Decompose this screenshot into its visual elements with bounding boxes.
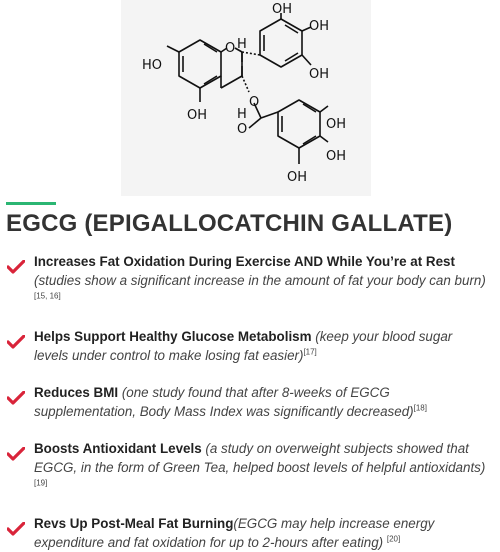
molecule-label: OH xyxy=(187,108,208,123)
molecule-label: H xyxy=(237,37,247,52)
molecule-label: OH xyxy=(309,19,330,34)
benefit-note: (a study on overweight subjects showed that EGCG, in the form of Green Tea, helped boost levels of helpful antioxidants) xyxy=(34,441,486,475)
checkmark-icon xyxy=(7,447,25,461)
checkmark-icon xyxy=(7,391,25,405)
molecule-label: OH xyxy=(326,149,347,164)
checkmark-icon xyxy=(7,335,25,349)
benefit-title: Revs Up Post-Meal Fat Burning xyxy=(34,516,234,531)
benefit-title: Increases Fat Oxidation During Exercise AND While You’re at Rest xyxy=(34,254,455,269)
benefit-item xyxy=(0,514,500,552)
molecule-svg xyxy=(121,0,371,196)
molecule-label: H xyxy=(237,107,247,122)
molecule-label: OH xyxy=(309,67,330,82)
checkmark-icon xyxy=(7,522,25,536)
citation[interactable]: [20] xyxy=(386,534,401,544)
benefit-note: (keep your blood sugar levels under control to make losing fat easier) xyxy=(34,329,453,363)
accent-divider xyxy=(6,202,56,205)
molecule-label: OH xyxy=(326,117,347,132)
benefit-note: (EGCG may help increase energy expenditure and fat oxidation for up to 2-hours after eating) xyxy=(34,516,435,550)
benefit-title: Boosts Antioxidant Levels xyxy=(34,441,206,456)
page-title: EGCG (EPIGALLOCATCHIN GALLATE) xyxy=(6,210,453,237)
benefit-item xyxy=(0,439,500,496)
benefit-title: Helps Support Healthy Glucose Metabolism xyxy=(34,329,316,344)
checkmark-icon xyxy=(7,260,25,274)
benefits-list xyxy=(0,252,500,552)
benefit-note: (studies show a significant increase in the amount of fat your body can burn) xyxy=(34,273,486,288)
citation[interactable]: [19] xyxy=(34,478,48,488)
molecule-label: O xyxy=(225,41,236,56)
citation[interactable]: [17] xyxy=(303,347,317,357)
citation[interactable]: [18] xyxy=(413,403,427,413)
molecule-label: HO xyxy=(142,58,163,73)
benefit-item xyxy=(0,383,500,421)
molecule-label: OH xyxy=(272,2,293,17)
egcg-structure-diagram xyxy=(121,0,371,196)
benefit-item xyxy=(0,327,500,365)
molecule-label: O xyxy=(249,95,260,110)
benefit-item xyxy=(0,252,500,309)
benefit-note: (one study found that after 8-weeks of EGCG supplementation, Body Mass Index was significantly decreased) xyxy=(34,385,414,419)
molecule-label: O xyxy=(237,122,248,137)
molecule-label: OH xyxy=(287,170,308,185)
citation[interactable]: [15, 16] xyxy=(34,291,61,301)
benefit-title: Reduces BMI xyxy=(34,385,122,400)
